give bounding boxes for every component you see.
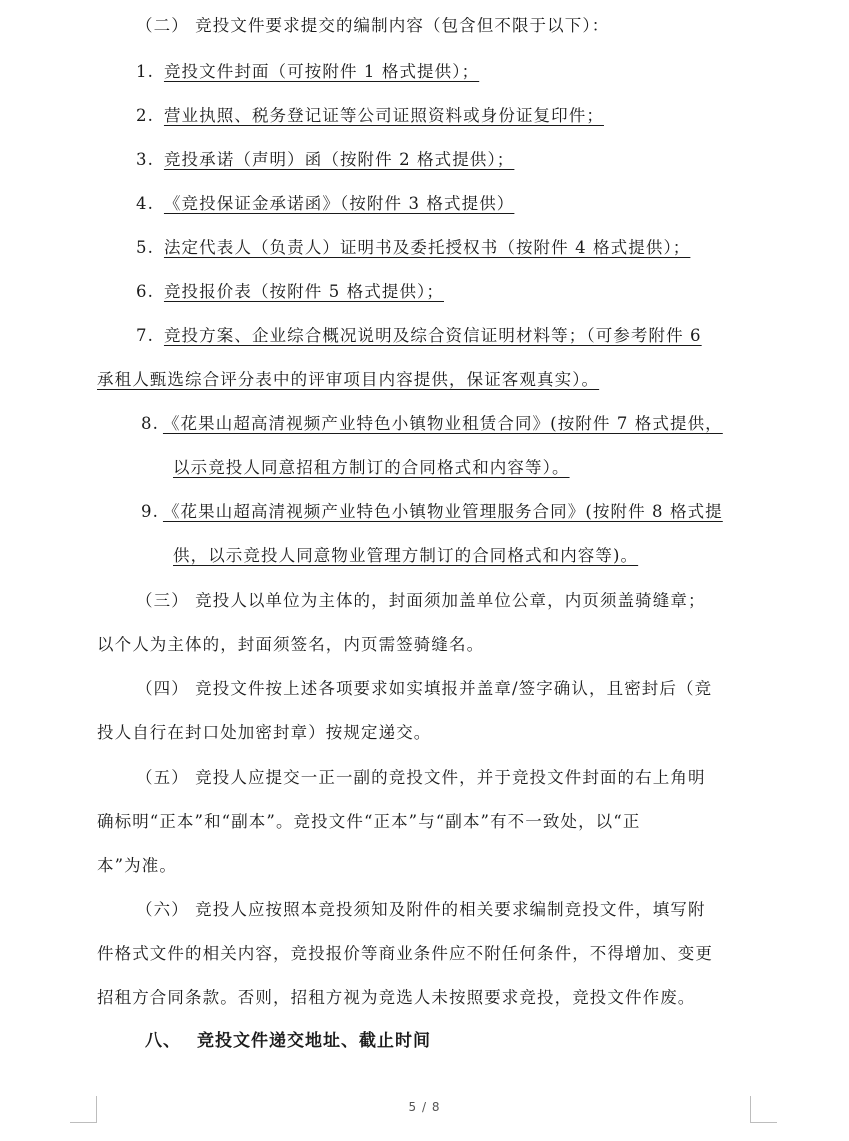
section-4-line-2: 投人自行在封口处加密封章）按规定递交。 [97, 723, 432, 742]
list-item-number: 3. [136, 150, 154, 169]
section-5-line-2: 确标明“正本”和“副本”。竞投文件“正本”与“副本”有不一致处，以“正 [97, 812, 641, 831]
list-item-5 [136, 237, 690, 259]
list-item-8-continuation: 以示竞投人同意招租方制订的合同格式和内容等）。 [173, 458, 570, 477]
list-item-9-continuation: 供，以示竞投人同意物业管理方制订的合同格式和内容等)。 [173, 546, 639, 565]
list-item-number: 1. [136, 62, 154, 81]
list-item-text: 《花果山超高清视频产业特色小镇物业租赁合同》(按附件 7 格式提供， [162, 414, 723, 433]
list-item-2 [136, 105, 604, 127]
list-item-text: 《竞投保证金承诺函》（按附件 3 格式提供） [163, 194, 515, 213]
list-item-number: 6. [136, 282, 154, 301]
list-item-number: 9. [141, 502, 159, 521]
list-item-text: 竞投承诺（声明）函（按附件 2 格式提供）； [163, 150, 515, 169]
list-item-number: 4. [136, 194, 154, 213]
list-item-number: 8. [141, 414, 159, 433]
list-item-7 [136, 325, 702, 347]
list-item-text: 竞投文件封面（可按附件 1 格式提供）； [163, 62, 480, 81]
section-5-line-3: 本”为准。 [97, 856, 177, 875]
list-item-text: 《花果山超高清视频产业特色小镇物业管理服务合同》(按附件 8 格式提 [162, 502, 723, 521]
section-3-line-1: （三） 竞投人以单位为主体的，封面须加盖单位公章，内页须盖骑缝章； [136, 591, 706, 610]
section-4-line-1: （四） 竞投文件按上述各项要求如实填报并盖章/签字确认，且密封后（竞 [136, 679, 713, 698]
list-item-9 [141, 501, 723, 523]
list-item-6 [136, 281, 444, 303]
list-item-text: 营业执照、税务登记证等公司证照资料或身份证复印件； [163, 106, 604, 125]
list-item-text: 法定代表人（负责人）证明书及委托授权书（按附件 4 格式提供）； [163, 238, 691, 257]
section-6-line-2: 件格式文件的相关内容，竞投报价等商业条件应不附任何条件，不得增加、变更 [97, 944, 713, 963]
list-item-number: 2. [136, 106, 154, 125]
list-item-text: 竞投方案、企业综合概况说明及综合资信证明材料等；（可参考附件 6 [163, 326, 702, 345]
section-5-line-1: （五） 竞投人应提交一正一副的竞投文件，并于竞投文件封面的右上角明 [136, 768, 706, 787]
list-item-3 [136, 149, 514, 171]
section-6-line-3: 招租方合同条款。否则，招租方视为竞选人未按照要求竞投，竞投文件作废。 [97, 988, 696, 1007]
section-6-line-1: （六） 竞投人应按照本竞投须知及附件的相关要求编制竞投文件，填写附 [136, 900, 706, 919]
list-item-1 [136, 61, 479, 83]
section-3-line-2: 以个人为主体的，封面须签名，内页需签骑缝名。 [97, 635, 485, 654]
section-heading-number: 八、 [145, 1031, 181, 1051]
section-heading-text: 竞投文件递交地址、截止时间 [197, 1031, 431, 1051]
page-number: 5 / 8 [408, 1100, 441, 1114]
list-item-4 [136, 193, 514, 215]
list-item-8 [141, 413, 723, 435]
list-item-number: 7. [136, 326, 154, 345]
list-item-text: 竞投报价表（按附件 5 格式提供）； [163, 282, 444, 301]
list-item-7-continuation: 承租人甄选综合评分表中的评审项目内容提供，保证客观真实）。 [97, 370, 600, 389]
section-2-intro: （二） 竞投文件要求提交的编制内容（包含但不限于以下）： [136, 16, 610, 35]
list-item-number: 5. [136, 238, 154, 257]
section-heading-8 [145, 1030, 431, 1052]
